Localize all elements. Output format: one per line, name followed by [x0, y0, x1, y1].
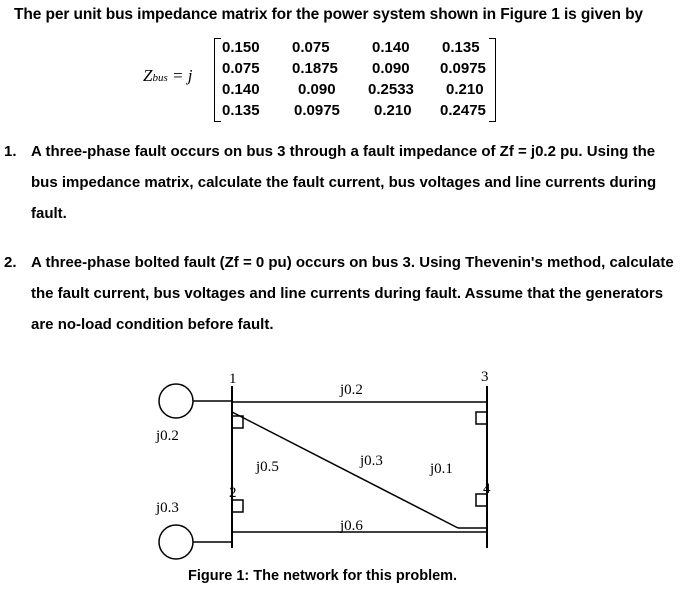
question-line: A three-phase fault occurs on bus 3 through a fault impedance of Zf = j0.2 pu. Using the	[31, 143, 656, 160]
gen2-impedance: j0.3	[156, 500, 179, 516]
line-1-2-bottom-stub	[232, 500, 243, 512]
matrix-cell: 0.075	[292, 39, 330, 56]
bus-4-label: 4	[483, 481, 491, 497]
gen1-impedance: j0.2	[156, 428, 179, 444]
bus-2-label: 2	[229, 485, 237, 501]
matrix-cell: 0.0975	[440, 60, 486, 77]
matrix-cell: 0.140	[222, 81, 260, 98]
line-1-4-impedance: j0.3	[360, 453, 383, 469]
line-1-2-impedance: j0.5	[256, 459, 279, 475]
zbus-equals: = j	[167, 66, 193, 85]
line-1-2-top-stub	[232, 416, 243, 428]
zbus-subscript: bus	[152, 72, 168, 84]
question-line: fault.	[31, 205, 67, 222]
matrix-cell: 0.135	[442, 39, 480, 56]
matrix-cell: 0.0975	[294, 102, 340, 119]
question-line: are no-load condition before fault.	[31, 316, 274, 333]
question-number: 2.	[4, 254, 17, 271]
zbus-symbol: Z	[143, 66, 153, 85]
generator-1-symbol	[159, 384, 193, 418]
matrix-cell: 0.150	[222, 39, 260, 56]
question-line: bus impedance matrix, calculate the fault current, bus voltages and line currents during	[31, 174, 657, 191]
generator-2-symbol	[159, 525, 193, 559]
line-1-3-impedance: j0.2	[340, 382, 363, 398]
matrix-cell: 0.090	[298, 81, 336, 98]
matrix-cell: 0.2475	[440, 102, 486, 119]
matrix-cell: 0.2533	[368, 81, 414, 98]
intro-text: The per unit bus impedance matrix for the power system shown in Figure 1 is given by	[14, 6, 643, 23]
figure-caption: Figure 1: The network for this problem.	[188, 568, 458, 584]
question-line: A three-phase bolted fault (Zf = 0 pu) occurs on bus 3. Using Thevenin's method, calculate	[31, 254, 674, 271]
bus-1-label: 1	[229, 371, 237, 387]
matrix-cell: 0.135	[222, 102, 260, 119]
matrix-cell: 0.210	[446, 81, 484, 98]
question-number: 1.	[4, 143, 17, 160]
question-line: the fault current, bus voltages and line currents during fault. Assume that the generators	[31, 285, 664, 302]
line-3-4-top-stub	[476, 412, 487, 424]
bus-3-label: 3	[481, 369, 489, 385]
matrix-cell: 0.090	[372, 60, 410, 77]
matrix-cell: 0.075	[222, 60, 260, 77]
line-3-4-impedance: j0.1	[430, 461, 453, 477]
line-2-4-impedance: j0.6	[340, 518, 363, 534]
matrix-cell: 0.140	[372, 39, 410, 56]
matrix-cell: 0.210	[374, 102, 412, 119]
matrix-cell: 0.1875	[292, 60, 338, 77]
